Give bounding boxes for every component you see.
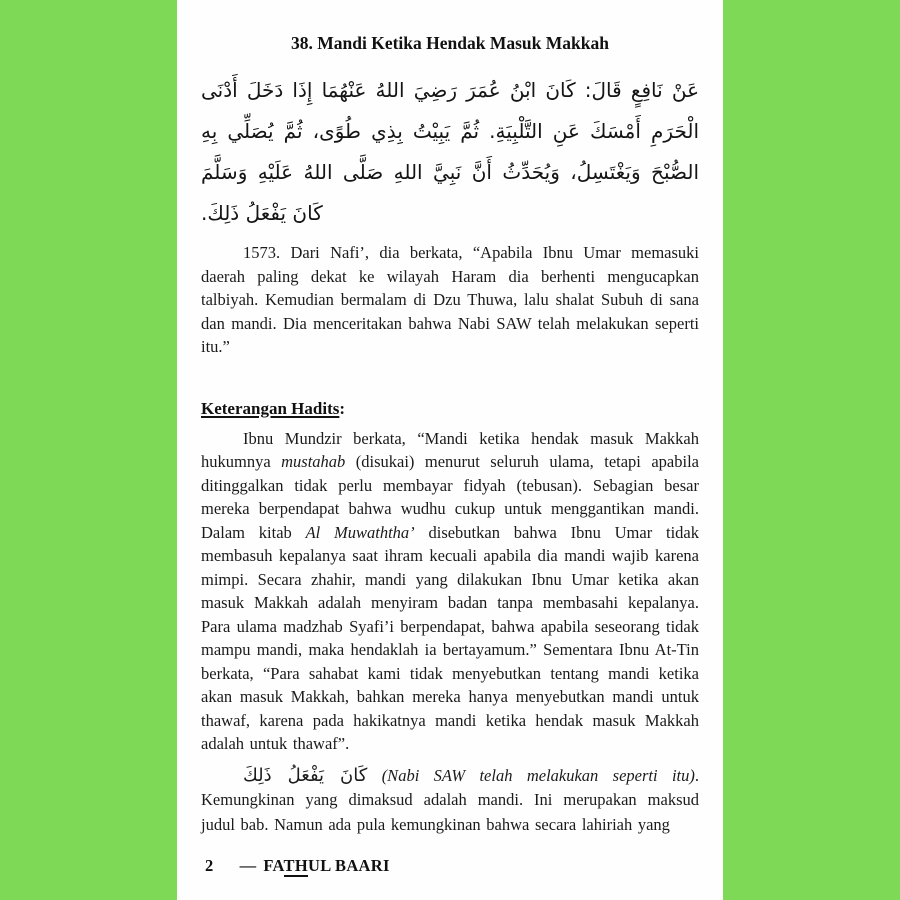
section-heading-text: Keterangan Hadits [201,398,340,418]
italic-run: (Nabi SAW telah melakukan seperti itu) [381,765,695,785]
right-green-margin [722,0,900,900]
text-run: Ibnu Mundzir berkata, “Mandi ketika hendak masuk Makkah hukumnya [201,428,699,471]
italic-run: Al Muwaththa’ [305,522,415,542]
left-green-margin [0,0,177,900]
closing-paragraph [201,764,699,838]
text-run: 1573. Dari Nafi’, dia berkata, “Apabila Ibnu Umar memasuki daerah paling dekat ke wilayah Haram dia berhenti mengucapkan talbiyah. Kemudian bermalam di Dzu Thuwa, lalu shalat Subuh di sana dan mandi. Dia menceritakan bahwa Nabi SAW telah melakukan seperti itu.” [201,243,699,356]
text-run: disebutkan bahwa Ibnu Umar tidak membasuh kepalanya saat ihram kecuali apabila dia mandi wajib karena mimpi. Secara zhahir, mandi yang dilakukan Ibnu Umar ketika akan masuk Makkah adalah menyiram badan tanpa membasahi kepalanya. Para ulama madzhab Syafi’i berpendapat, bahwa apabila seseorang tidak mampu mandi, maka hendaklah ia bertayamum.” Sementara Ibnu At-Tin berkata, “Para sahabat kami tidak menyebutkan tentang mandi ketika akan masuk Makkah, bahkan mereka hanya menyebutkan mandi untuk thawaf, karena pada hakikatnya mandi ketika hendak masuk Makkah adalah untuk thawaf”. [201,522,699,753]
section-heading-colon: : [339,398,346,418]
text-run: . Kemungkinan yang dimaksud adalah mandi. Ini merupakan maksud judul bab. Namun ada pula kemungkinan bahwa secara lahiriah yang [201,765,699,834]
commentary-paragraph [201,427,699,756]
italic-run: mustahab [281,452,346,471]
book-title [263,856,389,877]
footer-dash: — [239,856,257,875]
text-run [367,766,381,785]
arabic-hadith-text: عَنْ نَافِعٍ قَالَ: كَانَ ابْنُ عُمَرَ رَضِيَ اللهُ عَنْهُمَا إِذَا دَخَلَ أَدْنَى الْحَرَمِ أَمْسَكَ عَنِ التَّلْبِيَةِ. ثُمَّ يَبِيْتُ بِذِي طُوًى، ثُمَّ يُصَلِّي بِهِ الصُّبْحَ وَيَغْتَسِلُ، وَيُحَدِّثُ أَنَّ نَبِيَّ اللهِ صَلَّى اللهُ عَلَيْهِ وَسَلَّمَ كَانَ يَفْعَلُ ذَلِكَ. [201,78,699,225]
chapter-title: 38. Mandi Ketika Hendak Masuk Makkah [291,33,609,53]
book-page [177,0,723,900]
hadith-translation-paragraph [201,241,699,359]
page-number: 2 [205,856,214,875]
text-run: (disukai) menurut seluruh ulama, tetapi apabila ditinggalkan tidak perlu membayar fidyah (tebusan). Sebagian besar mereka berpendapat bahwa wudhu cukup untuk menggantikan mandi. Dalam kitab [201,452,699,542]
book-title-underlined-part: TH [283,856,308,875]
book-title-part: UL BAARI [307,856,390,875]
book-title-part: FA [263,856,284,875]
section-heading [201,399,699,419]
page-footer [205,856,390,876]
inline-arabic-phrase: كَانَ يَفْعَلُ ذَلِكَ [243,764,368,786]
